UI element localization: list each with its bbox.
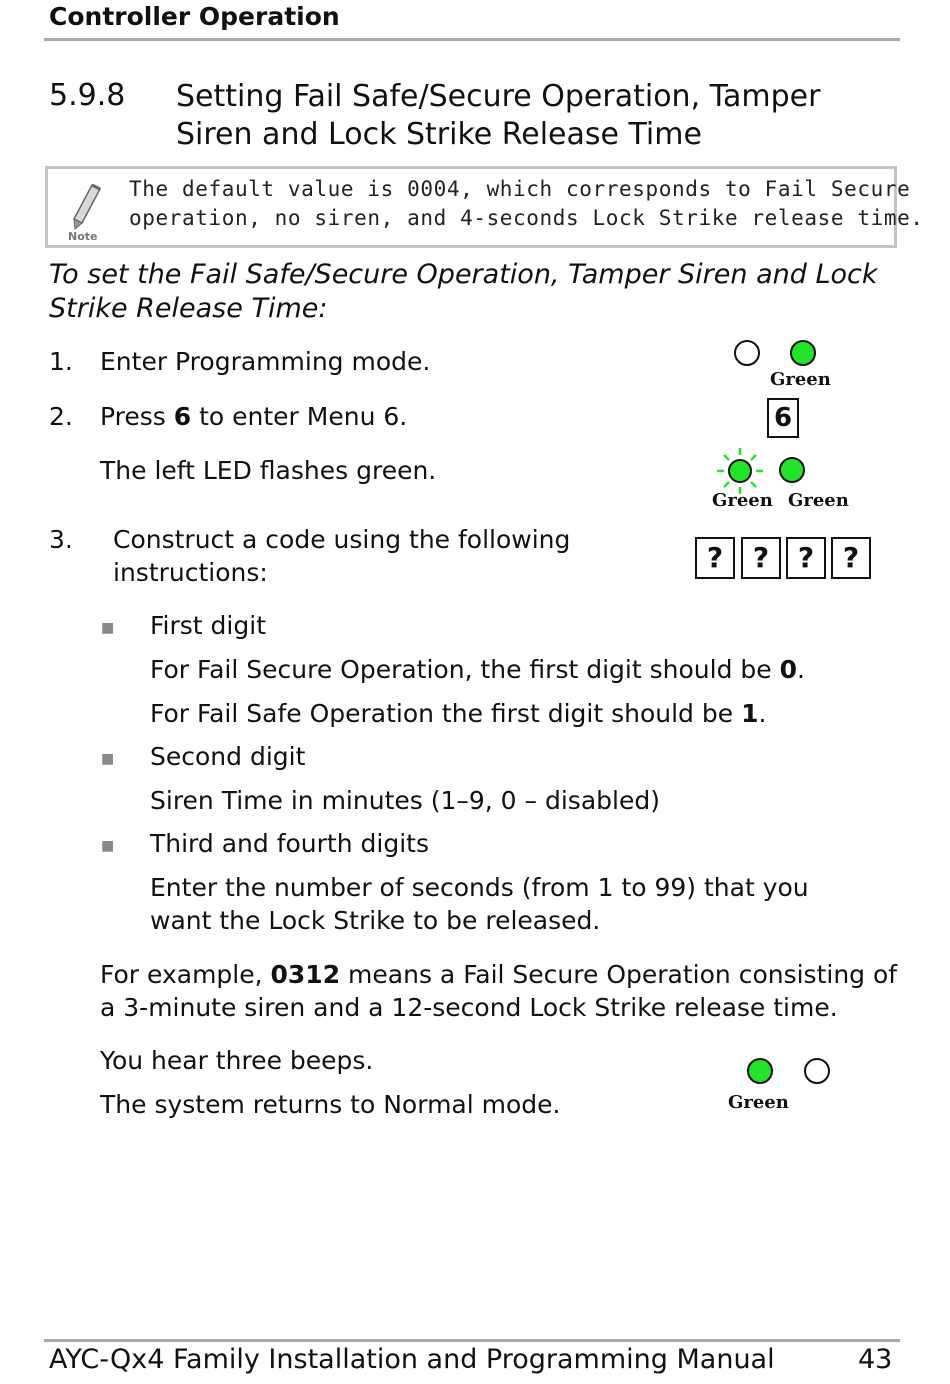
- led-label-green: Green: [788, 490, 849, 511]
- header-rule: [44, 38, 900, 41]
- section-number: 5.9.8: [49, 78, 126, 113]
- right-led-green-icon: [790, 340, 816, 366]
- key-6-icon: 6: [767, 398, 799, 438]
- right-led-off-icon: [804, 1058, 830, 1084]
- key-unknown-icon: ?: [786, 537, 826, 579]
- note-line-1: The default value is 0004, which corresponds to Fail Secure: [129, 177, 911, 201]
- step-2-pre: Press: [100, 402, 174, 431]
- page-number: 43: [858, 1344, 893, 1375]
- bullet-2-line-1: Siren Time in minutes (1–9, 0 – disabled): [150, 786, 660, 815]
- bullet-1-line-1-post: .: [796, 655, 805, 684]
- footer-rule: [44, 1339, 900, 1342]
- left-led-green-icon: [747, 1058, 773, 1084]
- right-led-green-icon: [779, 457, 805, 483]
- result-normal-mode: The system returns to Normal mode.: [100, 1090, 561, 1119]
- procedure-title: To set the Fail Safe/Secure Operation, Tamper Siren and Lock Strike Release Time:: [49, 259, 878, 324]
- running-header: Controller Operation: [49, 2, 340, 31]
- step-2-post: to enter Menu 6.: [191, 402, 408, 431]
- bullet-marker: ■: [101, 838, 115, 854]
- flashing-led-icon: [716, 447, 764, 495]
- bullet-1-line-2-pre: For Fail Safe Operation the first digit should be: [150, 699, 742, 728]
- bullet-1-line-2: [150, 697, 766, 730]
- bullet-2-title: Second digit: [150, 742, 306, 771]
- bullet-marker: ■: [101, 620, 115, 636]
- bullet-marker: ■: [101, 751, 115, 767]
- bullet-3-title: Third and fourth digits: [150, 829, 429, 858]
- bullet-3-line-1: Enter the number of seconds (from 1 to 99) that you want the Lock Strike to be released.: [150, 873, 809, 935]
- step-3-number: 3.: [49, 525, 73, 554]
- bullet-1-line-1-bold: 0: [779, 655, 797, 684]
- pencil-note-icon: [66, 179, 106, 241]
- led-label-green: Green: [770, 369, 831, 390]
- bullet-1-line-1-pre: For Fail Secure Operation, the first digit should be: [150, 655, 780, 684]
- bullet-1-line-2-bold: 1: [741, 699, 759, 728]
- bullet-1-line-1: [150, 653, 805, 686]
- footer-manual-title: AYC-Qx4 Family Installation and Programming Manual: [49, 1344, 775, 1375]
- led-label-green: Green: [712, 490, 773, 511]
- bullet-1-line-2-post: .: [758, 699, 767, 728]
- step-1-text: Enter Programming mode.: [100, 347, 431, 376]
- example-post: means a Fail Secure Operation consisting of a 3-minute siren and a 12-second Lock Strike release time.: [100, 960, 898, 1022]
- step-2-text: [100, 400, 407, 433]
- section-title: Setting Fail Safe/Secure Operation, Tamper Siren and Lock Strike Release Time: [176, 79, 821, 152]
- example-paragraph: [100, 958, 900, 1024]
- example-pre: For example,: [100, 960, 271, 989]
- bullet-1-title: First digit: [150, 611, 266, 640]
- step-2-key: 6: [173, 402, 192, 431]
- note-line-2: operation, no siren, and 4-seconds Lock Strike release time.: [129, 206, 924, 230]
- step-2-number: 2.: [49, 402, 73, 431]
- note-icon-label: Note: [68, 230, 98, 241]
- left-led-off-icon: [734, 340, 760, 366]
- step-2-sub: The left LED flashes green.: [100, 456, 437, 485]
- result-beeps: You hear three beeps.: [100, 1046, 374, 1075]
- example-code: 0312: [270, 960, 341, 989]
- step-1-number: 1.: [49, 347, 73, 376]
- note-box: [45, 166, 924, 248]
- key-unknown-icon: ?: [741, 537, 781, 579]
- led-label-green: Green: [728, 1092, 789, 1113]
- step-3-text: Construct a code using the following instructions:: [113, 525, 571, 587]
- key-unknown-icon: ?: [831, 537, 871, 579]
- key-unknown-icon: ?: [695, 537, 735, 579]
- note-text: [129, 175, 924, 233]
